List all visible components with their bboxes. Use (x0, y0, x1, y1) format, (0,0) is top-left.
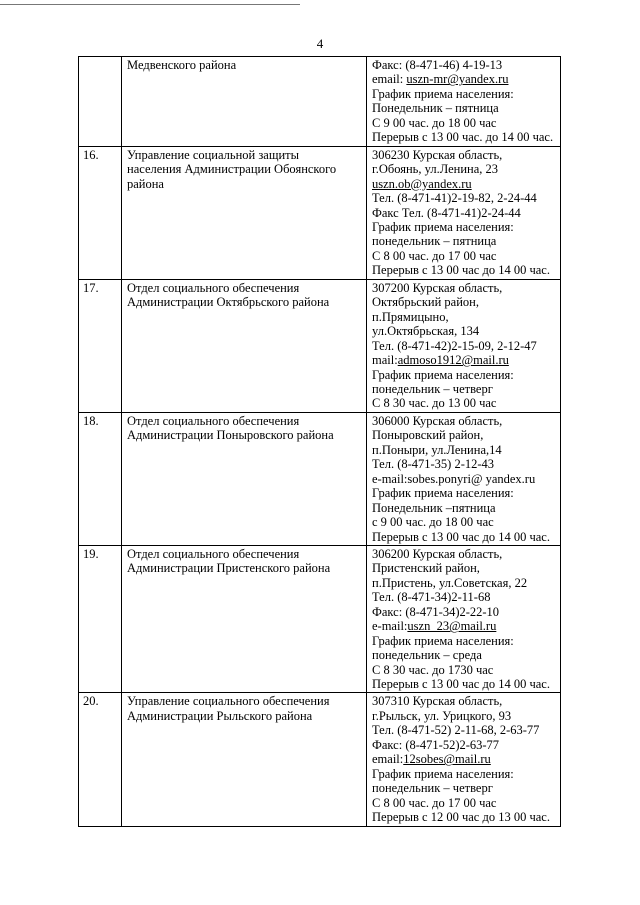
contact-line (372, 87, 556, 101)
contact-info-cell (367, 146, 561, 279)
agency-name-line: района (127, 176, 164, 191)
contact-text: 307310 Курская область, (372, 694, 503, 709)
contact-text: Перерыв с 12 00 час до 13 00 час. (372, 810, 550, 825)
contact-text: С 8 30 час. до 13 00 час (372, 396, 497, 411)
table-body (79, 57, 561, 827)
table-row (79, 693, 561, 826)
contact-text: Факс: (8-471-46) 4-19-13 (372, 58, 503, 72)
row-number: 17. (79, 279, 122, 412)
contact-info-cell (367, 412, 561, 545)
contact-text: email: (372, 72, 407, 87)
contact-text: С 9 00 час. до 18 00 час (372, 115, 497, 130)
agency-name-line: населения Администрации Обоянского (127, 162, 337, 177)
contact-text: Тел. (8-471-52) 2-11-68, 2-63-77 (372, 723, 540, 738)
contact-info-cell (367, 57, 561, 147)
contact-text: Пристенский район, (372, 561, 480, 576)
contact-text: Перерыв с 13 00 час до 14 00 час. (372, 529, 550, 544)
contact-line (372, 619, 556, 633)
agency-name-cell (122, 693, 367, 826)
contact-text: 306200 Курская область, (372, 546, 503, 561)
contact-text: Перерыв с 13 00 час до 14 00 час. (372, 263, 550, 278)
contact-info-cell (367, 279, 561, 412)
contact-line (372, 723, 556, 737)
contact-text: Тел. (8-471-41)2-19-82, 2-24-44 (372, 191, 537, 206)
contact-line (372, 810, 556, 824)
contact-line (372, 206, 556, 220)
contact-line (372, 694, 556, 708)
contact-text: Перерыв с 13 00 час до 14 00 час. (372, 677, 550, 692)
contact-text: 307200 Курская область, (372, 280, 503, 295)
agency-name-line: Отдел социального обеспечения (127, 546, 300, 561)
contact-text: с 9 00 час. до 18 00 час (372, 515, 494, 530)
contact-line (372, 414, 556, 428)
contact-line (372, 457, 556, 471)
contact-text: График приема населения: (372, 766, 514, 781)
agency-name-cell (122, 279, 367, 412)
email-link[interactable]: admoso1912@mail.ru (397, 353, 509, 368)
contact-text: п.Поныри, ул.Ленина,14 (372, 442, 502, 457)
email-link[interactable]: uszn-mr@yandex.ru (406, 72, 509, 87)
contact-info-cell (367, 545, 561, 693)
agency-name-line: Управление социального обеспечения (127, 694, 330, 709)
contact-text: Факс Тел. (8-471-41)2-24-44 (372, 205, 521, 220)
contact-line (372, 368, 556, 382)
contact-text: ул.Октябрьская, 134 (372, 324, 480, 339)
page-number: 4 (316, 36, 324, 51)
contact-line (372, 443, 556, 457)
contact-line (372, 605, 556, 619)
contact-text: График приема населения: (372, 219, 514, 234)
agency-name-line: Отдел социального обеспечения (127, 413, 300, 428)
contact-line (372, 130, 556, 144)
contact-line (372, 547, 556, 561)
top-rule (0, 4, 300, 5)
row-number (79, 57, 122, 147)
contact-text: понедельник – четверг (372, 381, 493, 396)
contact-line (372, 738, 556, 752)
agency-name-cell (122, 412, 367, 545)
contact-line (372, 648, 556, 662)
email-link[interactable]: uszn_23@mail.ru (407, 619, 497, 634)
table-row (79, 545, 561, 693)
contact-text: п.Пристень, ул.Советская, 22 (372, 575, 528, 590)
agency-name-line: Администрации Поныровского района (127, 428, 334, 443)
contact-text: График приема населения: (372, 486, 514, 501)
contact-line (372, 561, 556, 575)
contact-line (372, 220, 556, 234)
contact-text: 306000 Курская область, (372, 413, 503, 428)
contact-line (372, 324, 556, 338)
contact-line (372, 428, 556, 442)
contact-text: e-mail:sobes.ponyri@ yandex.ru (372, 471, 536, 486)
contact-line (372, 590, 556, 604)
contact-text: Поныровский район, (372, 428, 484, 443)
row-number: 19. (79, 545, 122, 693)
contact-line (372, 310, 556, 324)
contact-line (372, 281, 556, 295)
agency-name-cell (122, 57, 367, 147)
contact-line (372, 515, 556, 529)
agency-name-cell (122, 545, 367, 693)
contact-line (372, 709, 556, 723)
contact-line (372, 339, 556, 353)
contact-line (372, 530, 556, 544)
contact-text: Факс: (8-471-34)2-22-10 (372, 604, 500, 619)
contact-line (372, 486, 556, 500)
contact-text: С 8 30 час. до 1730 час (372, 662, 494, 677)
contact-info-cell (367, 693, 561, 826)
contact-text: Понедельник – пятница (372, 101, 499, 116)
contact-line (372, 781, 556, 795)
agencies-table (78, 56, 561, 827)
contact-line (372, 396, 556, 410)
agency-name-line: Администрации Рыльского района (127, 708, 313, 723)
contact-line (372, 752, 556, 766)
contact-text: График приема населения: (372, 86, 514, 101)
contact-line (372, 177, 556, 191)
contact-text: Понедельник –пятница (372, 500, 496, 515)
contact-line (372, 576, 556, 590)
contact-line (372, 472, 556, 486)
contact-text: Тел. (8-471-42)2-15-09, 2-12-47 (372, 338, 537, 353)
row-number: 16. (79, 146, 122, 279)
contact-line (372, 263, 556, 277)
contact-text: email: (372, 752, 404, 767)
agency-name-line: Администрации Пристенского района (127, 561, 331, 576)
contact-text: mail: (372, 353, 398, 368)
contact-line (372, 116, 556, 130)
contact-text: График приема населения: (372, 367, 514, 382)
contact-line (372, 634, 556, 648)
contact-line (372, 663, 556, 677)
contact-line (372, 101, 556, 115)
contact-text: г.Обоянь, ул.Ленина, 23 (372, 162, 499, 177)
table-row (79, 279, 561, 412)
row-number: 18. (79, 412, 122, 545)
contact-line (372, 382, 556, 396)
contact-line (372, 796, 556, 810)
contact-line (372, 191, 556, 205)
email-link[interactable]: 12sobes@mail.ru (403, 752, 491, 767)
contact-text: 306230 Курская область, (372, 147, 503, 162)
contact-line (372, 295, 556, 309)
contact-text: Тел. (8-471-35) 2-12-43 (372, 457, 495, 472)
contact-line (372, 58, 556, 72)
contact-line (372, 353, 556, 367)
email-link[interactable]: uszn.ob@yandex.ru (372, 176, 472, 191)
table-row (79, 57, 561, 147)
agency-name-line: Медвенского района (127, 58, 237, 72)
contact-text: понедельник – пятница (372, 234, 497, 249)
contact-text: понедельник – среда (372, 648, 482, 663)
agency-name-line: Администрации Октябрьского района (127, 295, 330, 310)
contact-line (372, 162, 556, 176)
contact-line (372, 148, 556, 162)
contact-line (372, 72, 556, 86)
agency-name-line: Отдел социального обеспечения (127, 280, 300, 295)
contact-text: Факс: (8-471-52)2-63-77 (372, 737, 500, 752)
contact-line (372, 501, 556, 515)
agency-name-line: Управление социальной защиты (127, 147, 300, 162)
contact-line (372, 234, 556, 248)
contact-text: п.Прямицыно, (372, 309, 449, 324)
contact-text: С 8 00 час. до 17 00 час (372, 795, 497, 810)
contact-text: Тел. (8-471-34)2-11-68 (372, 590, 491, 605)
contact-text: С 8 00 час. до 17 00 час (372, 248, 497, 263)
contact-text: e-mail: (372, 619, 408, 634)
table-row (79, 412, 561, 545)
contact-text: Перерыв с 13 00 час. до 14 00 час. (372, 130, 554, 145)
contact-line (372, 249, 556, 263)
contact-text: График приема населения: (372, 633, 514, 648)
contact-text: понедельник – четверг (372, 781, 493, 796)
contact-text: г.Рыльск, ул. Урицкого, 93 (372, 708, 512, 723)
contact-text: Октябрьский район, (372, 295, 479, 310)
contact-line (372, 767, 556, 781)
contact-line (372, 677, 556, 691)
row-number: 20. (79, 693, 122, 826)
agency-name-cell (122, 146, 367, 279)
table-row (79, 146, 561, 279)
